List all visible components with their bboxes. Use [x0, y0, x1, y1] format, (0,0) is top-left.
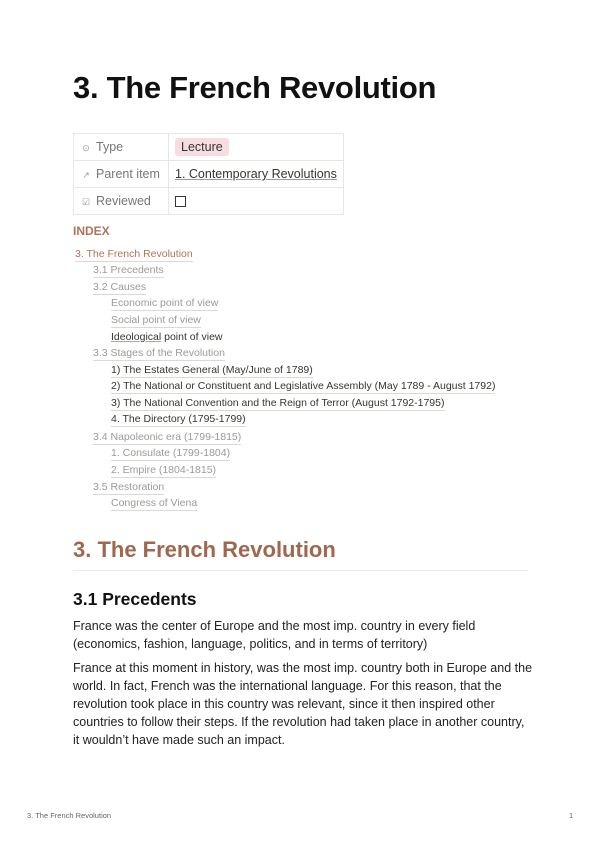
type-tag[interactable]: Lecture	[175, 138, 229, 156]
toc-item[interactable]: 1. Consulate (1799-1804)	[111, 447, 231, 459]
property-value-parent[interactable]	[169, 161, 344, 188]
reviewed-checkbox[interactable]	[175, 196, 186, 207]
property-value-reviewed[interactable]	[169, 188, 344, 215]
property-value-type[interactable]	[169, 134, 344, 161]
section-heading: 3. The French Revolution	[73, 537, 336, 562]
paragraph: France at this moment in history, was the most imp. country both in Europe and the world. In fact, French was the international language. For this reason, that the revolution took place in this country was relevant, since it then inspired other countries to follow their steps. If the revolution had taken place in another country, it wouldn’t have made such an impact.	[73, 661, 533, 747]
toc-item[interactable]: 1) The Estates General (May/June of 1789)	[111, 364, 313, 376]
paragraph: France was the center of Europe and the most imp. country in every field (economics, fashion, language, politics, and in terms of territory)	[73, 619, 476, 651]
toc-item[interactable]: 3.5 Restoration	[93, 481, 165, 493]
property-row-type	[74, 134, 344, 161]
toc-item[interactable]: 3) The National Convention and the Reign of Terror (August 1792-1795)	[111, 397, 445, 409]
subsection-heading: 3.1 Precedents	[73, 589, 197, 609]
toc-item[interactable]: 3.3 Stages of the Revolution	[93, 347, 225, 359]
property-key-reviewed	[74, 188, 169, 215]
footer-title: 3. The French Revolution	[27, 811, 112, 820]
properties-table	[73, 133, 344, 215]
type-icon: ⊙	[82, 143, 90, 153]
toc-item[interactable]: 2) The National or Constituent and Legislative Assembly (May 1789 - August 1792)	[111, 380, 496, 392]
property-row-parent	[74, 161, 344, 188]
page-title: 3. The French Revolution	[73, 70, 437, 105]
property-key-type	[74, 134, 169, 161]
toc-item[interactable]: Social point of view	[111, 314, 201, 326]
toc-item[interactable]: 3.4 Napoleonic era (1799-1815)	[93, 431, 242, 443]
checkbox-icon: ☑	[81, 197, 91, 207]
toc-item[interactable]: Congress of Viena	[111, 497, 198, 509]
index-heading: INDEX	[73, 224, 110, 238]
page-number: 1	[569, 811, 574, 820]
type-label: Type	[96, 140, 124, 154]
property-key-parent	[74, 161, 169, 188]
property-row-reviewed	[74, 188, 344, 215]
toc-item[interactable]: 3. The French Revolution	[75, 248, 193, 260]
parent-item-link[interactable]: 1. Contemporary Revolutions	[175, 167, 337, 181]
divider	[73, 570, 528, 571]
toc-item[interactable]: Ideological point of view	[111, 331, 223, 343]
arrow-up-right-icon: ↗	[82, 170, 90, 180]
reviewed-label: Reviewed	[96, 194, 151, 208]
toc-item[interactable]: 3.1 Precedents	[93, 264, 164, 276]
parent-label: Parent item	[96, 167, 160, 181]
toc-item[interactable]: 4. The Directory (1795-1799)	[111, 413, 246, 425]
toc-item[interactable]: 2. Empire (1804-1815)	[111, 464, 217, 476]
toc-item[interactable]: 3.2 Causes	[93, 281, 147, 293]
toc-item[interactable]: Economic point of view	[111, 297, 219, 309]
